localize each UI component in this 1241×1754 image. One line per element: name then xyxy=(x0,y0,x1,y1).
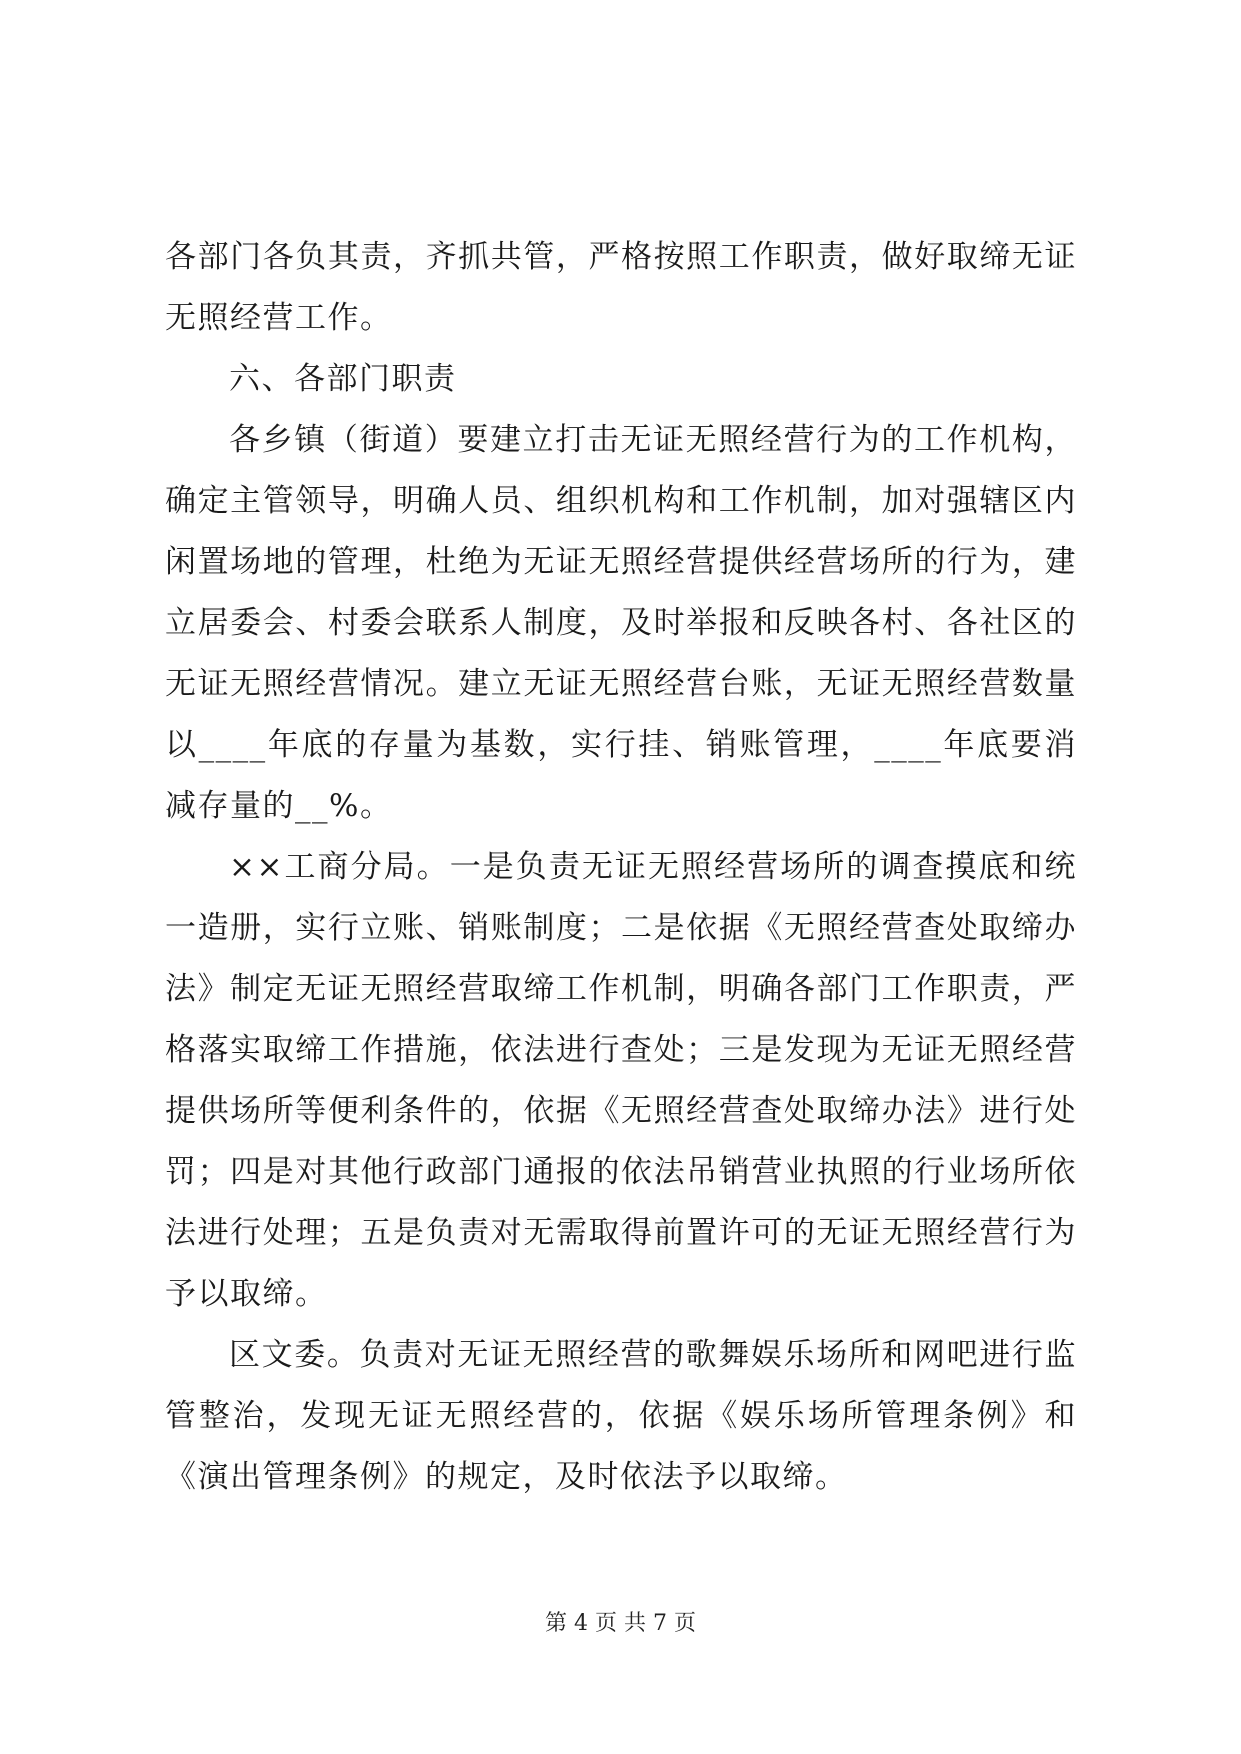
paragraph-continuation: 各部门各负其责，齐抓共管，严格按照工作职责，做好取缔无证无照经营工作。 xyxy=(165,239,1077,336)
paragraph-culture-committee: 区文委。负责对无证无照经营的歌舞娱乐场所和网吧进行监管整治，发现无证无照经营的，依据《娱乐场所管理条例》和《演出管理条例》的规定，及时依法予以取缔。 xyxy=(165,1337,1077,1495)
paragraph-townships: 各乡镇（街道）要建立打击无证无照经营行为的工作机构，确定主管领导，明确人员、组织机构和工作机制，加对强辖区内闲置场地的管理，杜绝为无证无照经营提供经营场所的行为，建立居委会、村委会联系人制度，及时举报和反映各村、各社区的无证无照经营情况。建立无证无照经营台账，无证无照经营数量以____年底的存量为基数，实行挂、销账管理，____年底要消减存量的__%。 xyxy=(165,422,1077,824)
paragraph-industry-commerce-bureau: ××工商分局。一是负责无证无照经营场所的调查摸底和统一造册，实行立账、销账制度；二是依据《无照经营查处取缔办法》制定无证无照经营取缔工作机制，明确各部门工作职责，严格落实取缔工作措施，依法进行查处；三是发现为无证无照经营提供场所等便利条件的，依据《无照经营查处取缔办法》进行处罚；四是对其他行政部门通报的依法吊销营业执照的行业场所依法进行处理；五是负责对无需取得前置许可的无证无照经营行为予以取缔。 xyxy=(165,849,1077,1312)
section-heading: 六、各部门职责 xyxy=(229,361,457,397)
page-number-footer: 第 4 页 共 7 页 xyxy=(545,1611,696,1636)
document-body xyxy=(165,227,1077,1508)
